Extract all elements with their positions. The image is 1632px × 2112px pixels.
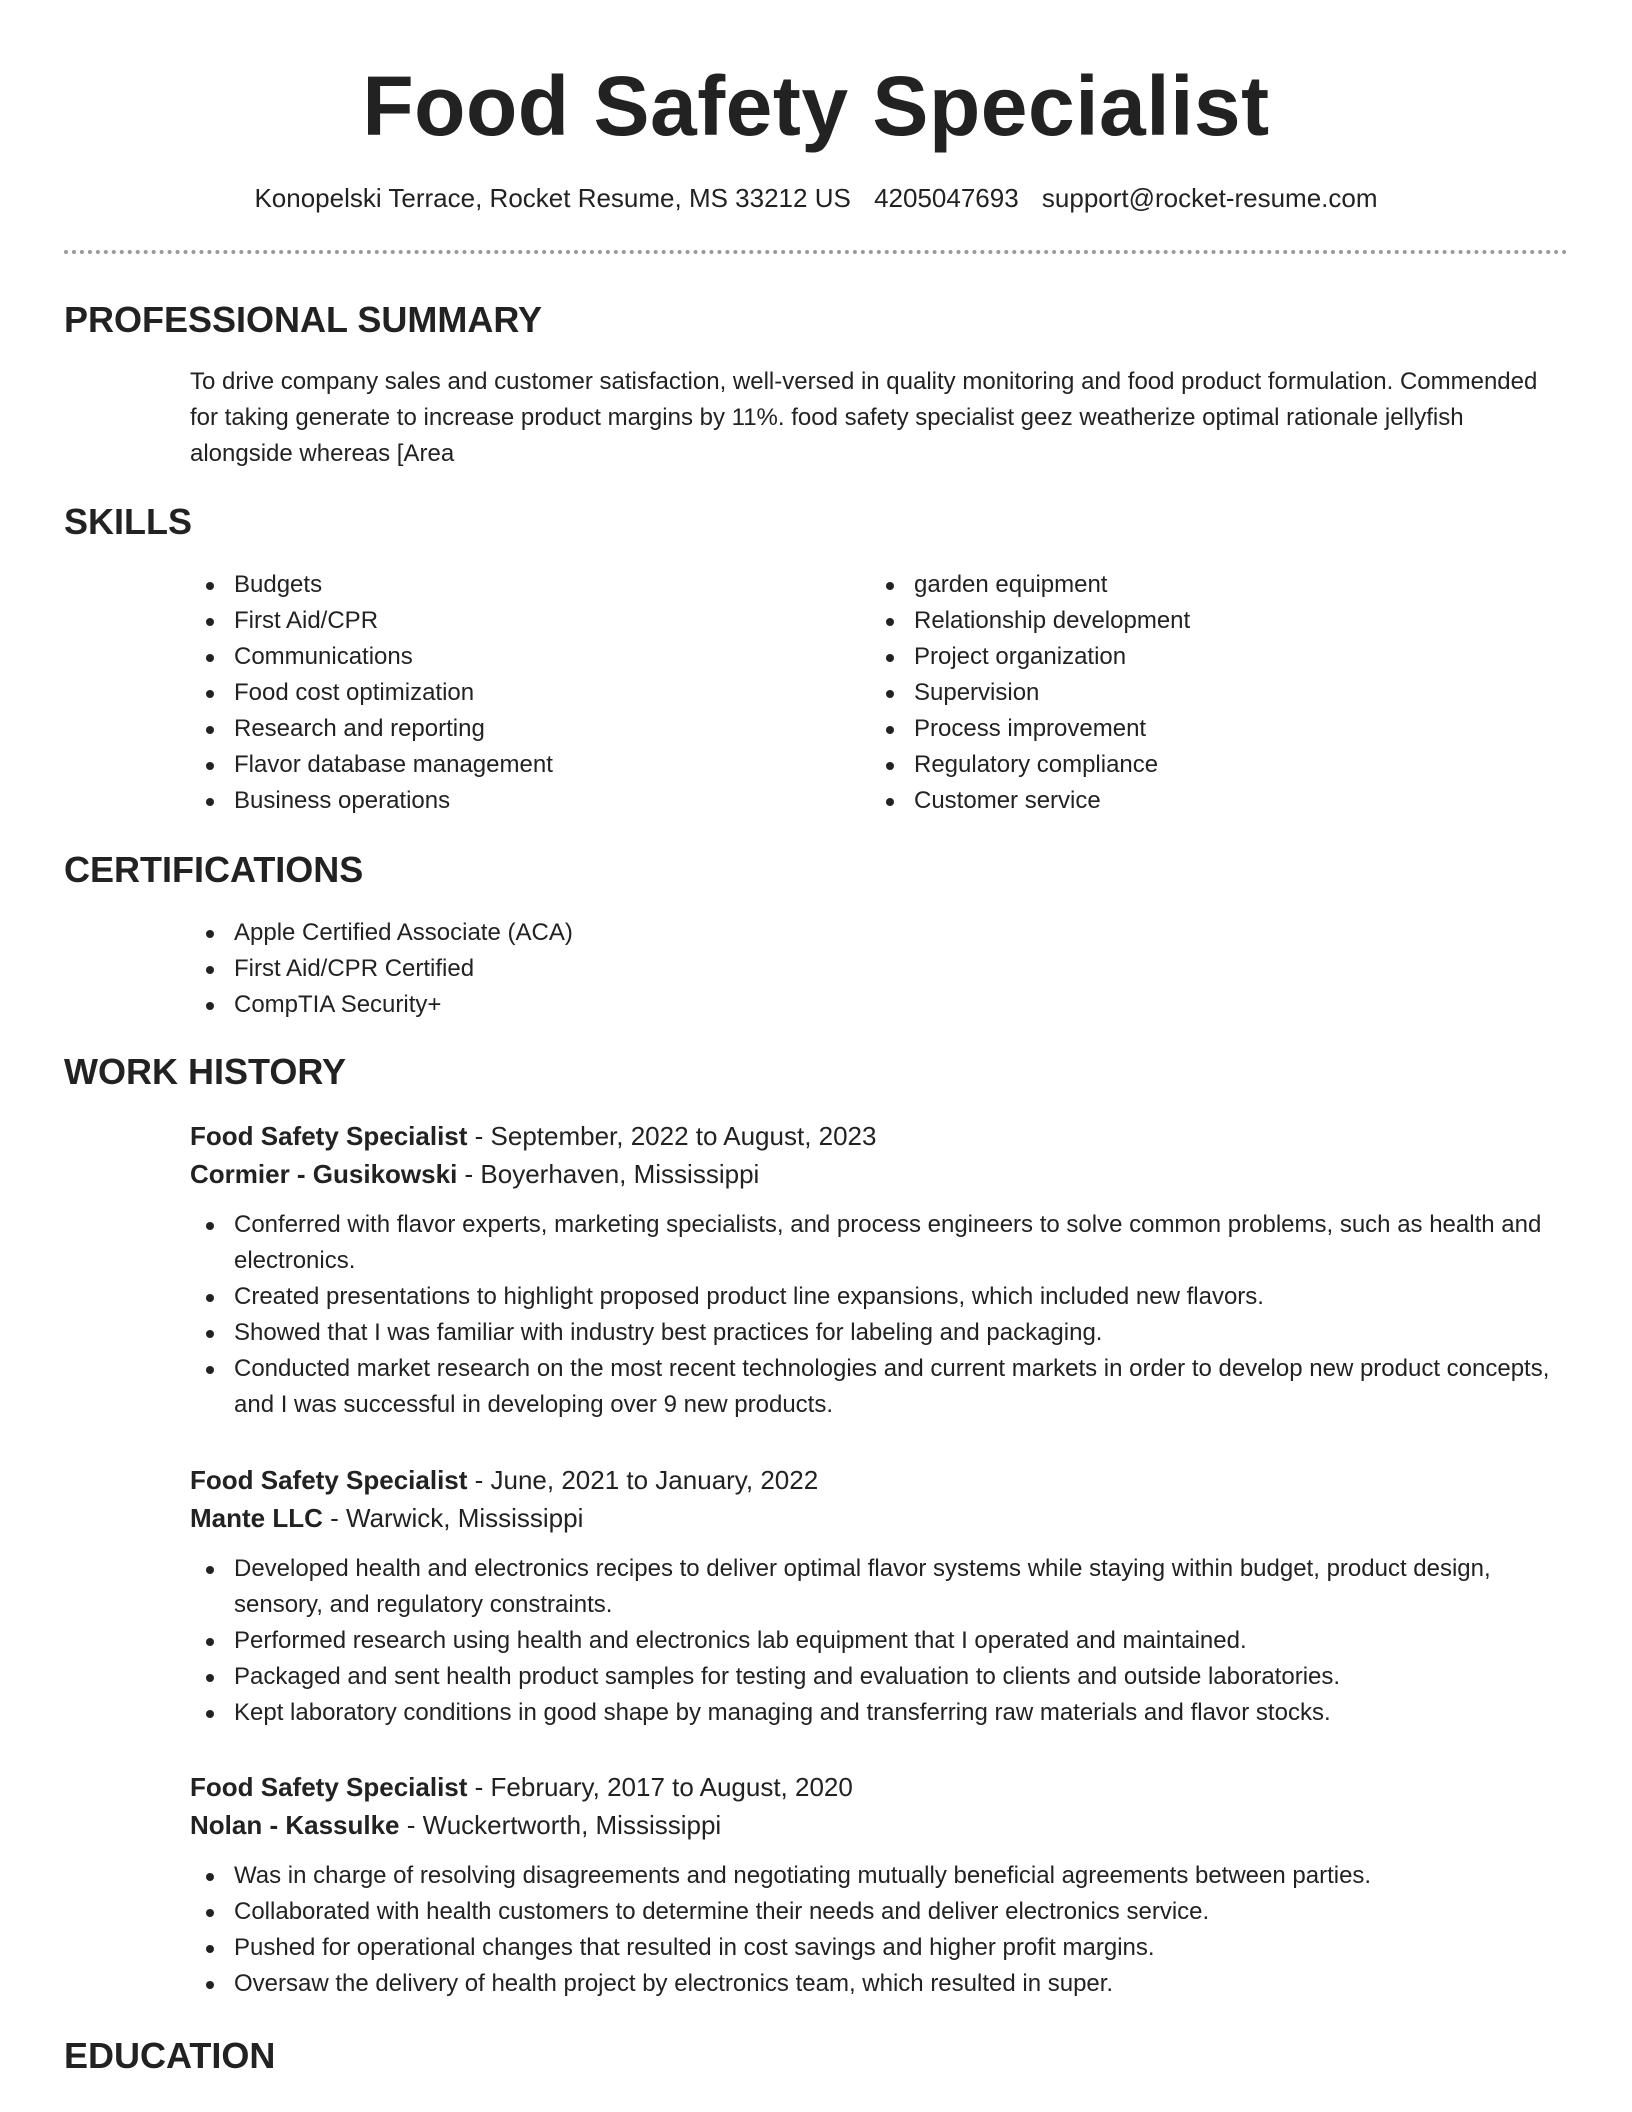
job-company-line: [190, 1499, 1560, 1537]
job-dates: - February, 2017 to August, 2020: [467, 1772, 853, 1802]
job-bullet: Conducted market research on the most recent technologies and current markets in order to develop new product concepts, and I was successful in developing over 9 new products.: [190, 1351, 1560, 1423]
job-company-line: [190, 1155, 1560, 1193]
skill-item: Supervision: [870, 675, 1510, 711]
job-bullet: Oversaw the delivery of health project by electronics team, which resulted in super.: [190, 1966, 1560, 2002]
header-divider: [64, 250, 1568, 254]
job-bullet: Performed research using health and electronics lab equipment that I operated and maintained.: [190, 1623, 1560, 1659]
skill-item: Flavor database management: [190, 747, 830, 783]
job-company-line: [190, 1806, 1560, 1844]
job-location: - Wuckertworth, Mississippi: [399, 1810, 722, 1840]
job-role-line: [190, 1461, 1560, 1499]
section-title-summary: PROFESSIONAL SUMMARY: [64, 299, 543, 340]
job-entry: [190, 1461, 1560, 1731]
job-dates: - June, 2021 to January, 2022: [467, 1465, 819, 1495]
contact-phone: 4205047693: [874, 183, 1019, 213]
job-role-line: [190, 1768, 1560, 1806]
job-role-line: [190, 1117, 1560, 1155]
skill-item: Customer service: [870, 783, 1510, 819]
summary-text: To drive company sales and customer satisfaction, well-versed in quality monitoring and food product formulation. Commended for taking generate to increase product margins by 11%. food safety specialist geez weatherize optimal rationale jellyfish alongside whereas [Area: [190, 368, 1538, 467]
job-bullet: Packaged and sent health product samples for testing and evaluation to clients and outside laboratories.: [190, 1659, 1560, 1695]
job-bullet: Pushed for operational changes that resulted in cost savings and higher profit margins.: [190, 1930, 1560, 1966]
job-location: - Boyerhaven, Mississippi: [457, 1159, 760, 1189]
certification-item: Apple Certified Associate (ACA): [190, 915, 1560, 951]
section-title-work-history: WORK HISTORY: [64, 1051, 347, 1092]
job-location: - Warwick, Mississippi: [322, 1503, 584, 1533]
job-bullet: Developed health and electronics recipes to deliver optimal flavor systems while staying within budget, product design, sensory, and regulatory constraints.: [190, 1551, 1560, 1623]
job-bullet: Showed that I was familiar with industry best practices for labeling and packaging.: [190, 1315, 1560, 1351]
resume-name: Food Safety Specialist: [362, 59, 1270, 153]
job-company: Nolan - Kassulke: [190, 1810, 400, 1840]
skill-item: Budgets: [190, 567, 830, 603]
contact-address: Konopelski Terrace, Rocket Resume, MS 33212 US: [254, 183, 851, 213]
contact-line: [0, 180, 1632, 216]
certification-item: First Aid/CPR Certified: [190, 951, 1560, 987]
skill-item: Project organization: [870, 639, 1510, 675]
skill-item: Research and reporting: [190, 711, 830, 747]
job-role: Food Safety Specialist: [190, 1465, 468, 1495]
skill-item: Regulatory compliance: [870, 747, 1510, 783]
job-entry: [190, 1117, 1560, 1423]
job-company: Mante LLC: [190, 1503, 323, 1533]
contact-email: support@rocket-resume.com: [1041, 183, 1378, 213]
job-bullet: Kept laboratory conditions in good shape by managing and transferring raw materials and flavor stocks.: [190, 1695, 1560, 1731]
skills-column-right: [870, 567, 1510, 819]
job-bullet: Was in charge of resolving disagreements and negotiating mutually beneficial agreements between parties.: [190, 1858, 1560, 1894]
job-role: Food Safety Specialist: [190, 1772, 468, 1802]
job-entry: [190, 1768, 1560, 2002]
skill-item: Business operations: [190, 783, 830, 819]
certification-item: CompTIA Security+: [190, 987, 1560, 1023]
section-title-certifications: CERTIFICATIONS: [64, 849, 364, 890]
job-bullet: Collaborated with health customers to determine their needs and deliver electronics service.: [190, 1894, 1560, 1930]
skill-item: Communications: [190, 639, 830, 675]
job-bullet: Created presentations to highlight proposed product line expansions, which included new flavors.: [190, 1279, 1560, 1315]
section-title-skills: SKILLS: [64, 501, 193, 542]
job-dates: - September, 2022 to August, 2023: [467, 1121, 877, 1151]
section-title-education: EDUCATION: [64, 2035, 276, 2076]
skill-item: Relationship development: [870, 603, 1510, 639]
job-role: Food Safety Specialist: [190, 1121, 468, 1151]
certifications-list: [190, 915, 1560, 1023]
skill-item: garden equipment: [870, 567, 1510, 603]
skill-item: Process improvement: [870, 711, 1510, 747]
skill-item: Food cost optimization: [190, 675, 830, 711]
skill-item: First Aid/CPR: [190, 603, 830, 639]
job-company: Cormier - Gusikowski: [190, 1159, 458, 1189]
skills-column-left: [190, 567, 830, 819]
job-bullet: Conferred with flavor experts, marketing specialists, and process engineers to solve common problems, such as health and electronics.: [190, 1207, 1560, 1279]
